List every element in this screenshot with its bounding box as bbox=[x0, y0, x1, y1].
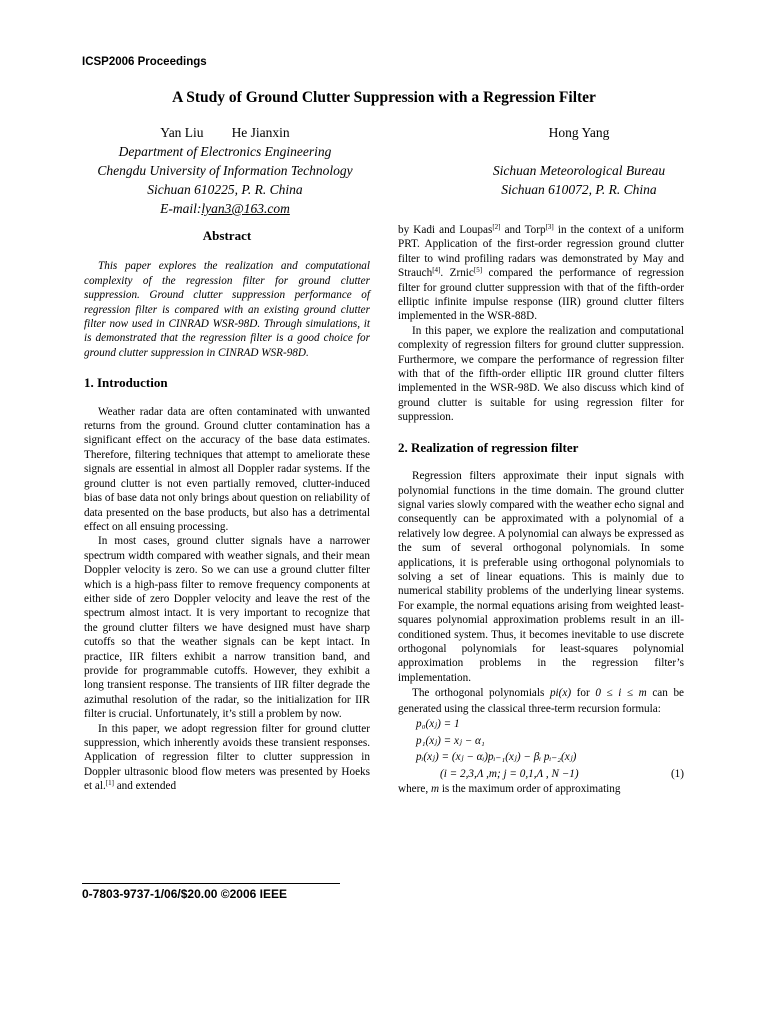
equation-line: p₀(xⱼ) = 1 bbox=[416, 718, 460, 731]
author-name: Yan Liu bbox=[160, 125, 204, 140]
department: Department of Electronics Engineering bbox=[118, 144, 332, 159]
citation: [4] bbox=[432, 266, 441, 275]
university: Chengdu University of Information Technology bbox=[97, 163, 353, 178]
equation-range-row bbox=[416, 766, 684, 783]
abstract-heading: Abstract bbox=[202, 228, 252, 243]
equation-number: (1) bbox=[670, 767, 684, 780]
right-column bbox=[398, 223, 684, 797]
proceedings-header: ICSP2006 Proceedings bbox=[82, 56, 207, 68]
paragraph: In most cases, ground clutter signals have a narrower spectrum width compared with weather signals, and their mean Doppler velocity is zero. So we can use a ground clutter filter which is a high-pass filter to remove frequency components at either side of zero Doppler velocity and leave the rest of the spectrum almost intact. It is very important to recognize that the ground clutter filters we have designed must have sharp cutoffs so that the weather signals can be kept intact. In practice, IIR filters exhibit a narrow transition band, and provide for programmable cutoffs. However, they exhibit a long transient response. The transients of IIR filter degrade the azimuthal resolution of the radar, so the initialization for IIR filter is crucial. Unfortunately, it’s still a problem by now. bbox=[84, 535, 370, 721]
author-block bbox=[60, 123, 710, 218]
paragraph: Weather radar data are often contaminated with unwanted returns from the ground. Ground clutter contamination has a significant effect on the accuracy of the base data estimates. Therefore, filtering techniques that attempt to ameliorate these signals are essential in almost all Doppler radar systems. If the ground clutter is not even partially removed, clutter-induced bias of base data not only brings about question on reliability of data presented on the base products, but also has a detrimental effect on all ensuing processing. bbox=[84, 405, 370, 533]
equation-block bbox=[398, 716, 684, 782]
email-line bbox=[60, 199, 390, 218]
abstract-body bbox=[84, 259, 370, 360]
author-name: He Jianxin bbox=[231, 125, 290, 140]
section-heading-introduction: 1. Introduction bbox=[84, 375, 168, 391]
citation: [1] bbox=[105, 779, 114, 788]
copyright-notice: 0-7803-9737-1/06/$20.00 ©2006 IEEE bbox=[82, 887, 287, 901]
organization: Sichuan Meteorological Bureau bbox=[492, 163, 666, 178]
paragraph: Regression filters approximate their input signals with polynomial functions in the time domain. The ground clutter signal varies slowly compared with the weather echo signal and consequently can be approximated with a polynomial of a relatively low degree. A polynomial can always be expressed as the sum of several orthogonal polynomials. In some applications, it is preferable using orthogonal polynomials to solving a set of linear equations. This is mainly due to numerical stability problems of the underlying linear systems. For example, the normal equations arising from weighted least-squares polynomial approximation problems result in an ill-conditioned system. Thus, it becomes inevitable to use discrete orthogonal polynomials for least-squares polynomial approximation problems in the regression filter’s implementation. bbox=[398, 470, 684, 684]
paragraph: In this paper, we explore the realization and computational complexity of regression filters for ground clutter suppression. Furthermore, we compare the performance of regression filter with that of the fifth-order elliptic IIR ground clutter filters implemented in the WSR-98D. We also discuss which kind of ground clutter is suitable for using regression filter for suppression. bbox=[398, 324, 684, 424]
address: Sichuan 610072, P. R. China bbox=[501, 182, 657, 197]
left-column bbox=[84, 226, 370, 794]
author-name-right: Hong Yang bbox=[548, 125, 610, 140]
author-names-left bbox=[60, 123, 390, 142]
citation: [3] bbox=[545, 223, 554, 231]
author-affiliation-left bbox=[60, 123, 390, 218]
paragraph: where, m is the maximum order of approximating bbox=[398, 783, 621, 796]
paragraph: In this paper, we adopt regression filter for ground clutter suppression, which inherently avoids these transient responses. Application of regression filter to clutter suppression in Doppler ultrasonic blood flow meters was presented by Hoeks et al.[1] and extended bbox=[84, 722, 370, 793]
citation: [2] bbox=[492, 223, 501, 231]
paragraph: by Kadi and Loupas[2] and Torp[3] in the context of a uniform PRT. Application of the first-order regression ground clutter filter to wind profiling radars was demonstrated by May and Strauch[4]. Zrnic[5] compared the performance of regression filter for ground clutter suppression with that of the fifth-order elliptic infinite impulse response (IIR) ground clutter filters implemented in the WSR-88D. bbox=[398, 223, 684, 323]
abstract-text: This paper explores the realization and computational complexity of the regression filter for ground clutter suppression. Ground clutter suppression performance of regression filter is compared with an existing ground clutter filter now used in CINRAD WSR-98D. Through simulations, it is demonstrated that the regression filter is a good choice for ground clutter suppression in CINRAD WSR-98D. bbox=[84, 260, 370, 359]
paper-title: A Study of Ground Clutter Suppression with a Regression Filter bbox=[172, 89, 596, 106]
email-link[interactable]: lyan3@163.com bbox=[201, 201, 290, 216]
citation: [5] bbox=[473, 266, 483, 275]
author-affiliation-right bbox=[448, 123, 710, 199]
email-prefix: E-mail: bbox=[160, 201, 202, 216]
section-heading-realization: 2. Realization of regression filter bbox=[398, 439, 579, 455]
equation-line: pᵢ(xⱼ) = (xⱼ − αᵢ)pᵢ₋₁(xⱼ) − βᵢ pᵢ₋₂(xⱼ) bbox=[416, 751, 577, 764]
address: Sichuan 610225, P. R. China bbox=[147, 182, 303, 197]
footer-divider bbox=[82, 883, 340, 884]
equation-line: p₁(xⱼ) = xⱼ − α₁ bbox=[416, 734, 485, 747]
paragraph: The orthogonal polynomials pi(x) for 0 ≤ i ≤ m can be generated using the classical three-term recursion formula: bbox=[398, 687, 685, 715]
equation-range: (i = 2,3,Λ ,m; j = 0,1,Λ , N −1) bbox=[440, 767, 579, 780]
